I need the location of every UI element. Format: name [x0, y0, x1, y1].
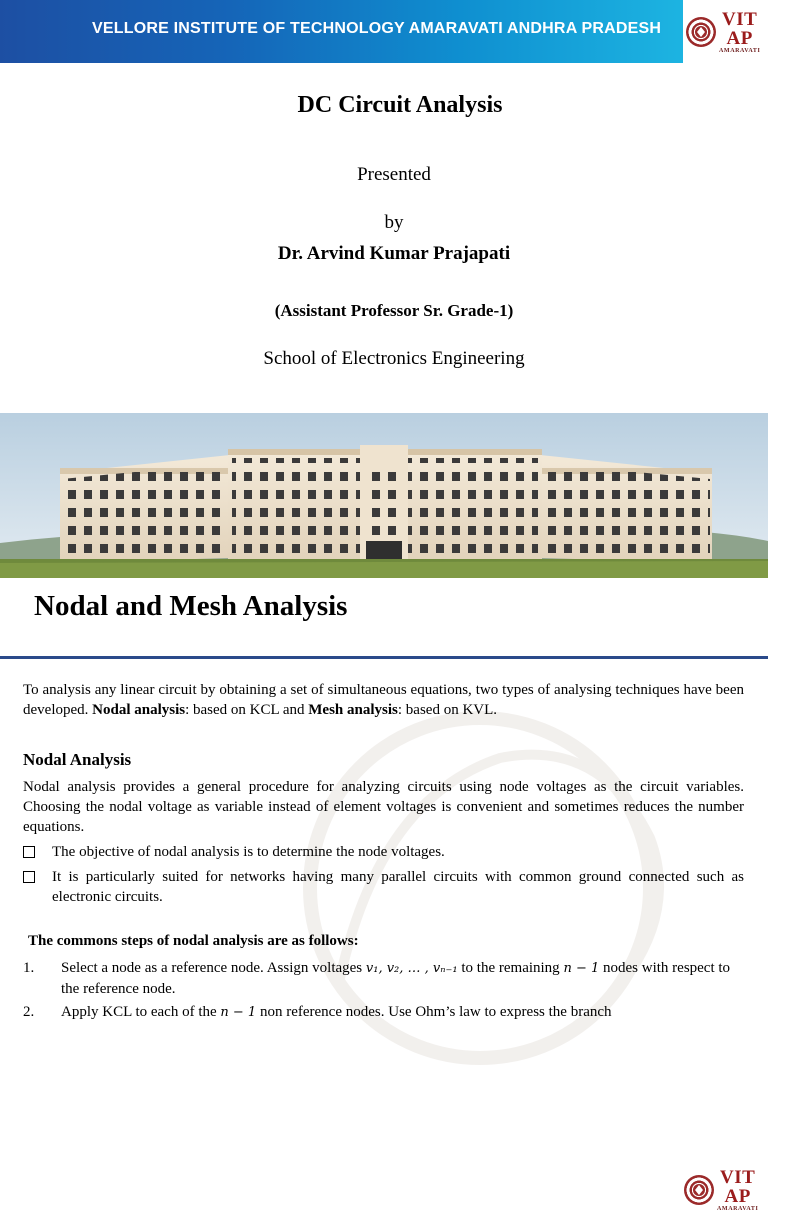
nodal-mesh-slide	[0, 578, 768, 1212]
institute-banner	[0, 0, 768, 63]
section-heading: Nodal Analysis	[23, 750, 132, 769]
school-name: School of Electronics Engineering	[263, 348, 525, 369]
bullet-text: It is particularly suited for networks having many parallel circuits with common ground connected such as electronic circuits.	[52, 869, 744, 905]
presented-text: Presented	[357, 164, 431, 185]
logo-place-text: AMARAVATI	[717, 1206, 759, 1212]
bullet-text: The objective of nodal analysis is to determine the node voltages.	[52, 844, 445, 860]
nodal-term: Nodal analysis	[92, 702, 186, 718]
list-item	[23, 842, 744, 862]
step-item	[23, 958, 744, 999]
intro-text: To analysis any linear circuit by obtaining a set of simultaneous equations, two types of analysing techniques have been developed.	[23, 682, 744, 718]
intro-text: : based on KVL.	[397, 702, 498, 718]
intro-paragraph	[23, 680, 744, 720]
slide-title: DC Circuit Analysis	[297, 92, 503, 118]
slide-title: Nodal and Mesh Analysis	[34, 590, 348, 622]
mesh-term: Mesh analysis	[308, 702, 398, 718]
step-number: 1.	[23, 960, 35, 976]
checkbox-bullet-icon	[23, 846, 35, 858]
step-item	[23, 1002, 744, 1023]
title-slide	[0, 0, 768, 578]
banner-title: VELLORE INSTITUTE OF TECHNOLOGY AMARAVATI ANDHRA PRADESH	[92, 20, 662, 37]
math-expression: n − 1	[563, 961, 600, 976]
logo-sub-text: AP	[724, 1186, 751, 1207]
logo-main-text: VIT	[720, 1167, 756, 1188]
presenter-designation: (Assistant Professor Sr. Grade-1)	[274, 301, 514, 320]
by-text: by	[384, 212, 404, 233]
vit-seal-icon	[686, 17, 716, 47]
step-text: Apply KCL to each of the n − 1 non reference nodes. Use Ohm’s law to express the branch	[61, 1004, 612, 1020]
math-expression: n − 1	[220, 1005, 257, 1020]
vit-logo	[683, 0, 768, 63]
nodal-paragraph: Nodal analysis provides a general procedure for analyzing circuits using node voltages as the circuit variables. Choosing the nodal voltage as variable instead of element voltages is convenient and sometimes reduces the number equations.	[23, 779, 744, 835]
math-expression: v₁, v₂, … , vₙ₋₁	[365, 961, 458, 976]
step-number: 2.	[23, 1004, 35, 1020]
list-item	[23, 867, 744, 907]
vit-seal-icon	[684, 1175, 714, 1205]
vit-logo	[682, 1166, 768, 1214]
logo-main-text: VIT	[722, 8, 758, 30]
logo-place-text: AMARAVATI	[719, 47, 761, 54]
presenter-name: Dr. Arvind Kumar Prajapati	[277, 243, 511, 264]
title-divider	[0, 656, 768, 659]
intro-text: : based on KCL and	[185, 702, 309, 718]
logo-sub-text: AP	[726, 27, 753, 49]
steps-heading: The commons steps of nodal analysis are as follows:	[28, 933, 359, 949]
checkbox-bullet-icon	[23, 871, 35, 883]
campus-building-image	[0, 413, 768, 578]
step-text: Select a node as a reference node. Assign voltages v₁, v₂, … , vₙ₋₁ to the remaining n − 1 nodes with respect to the reference node.	[61, 960, 731, 997]
